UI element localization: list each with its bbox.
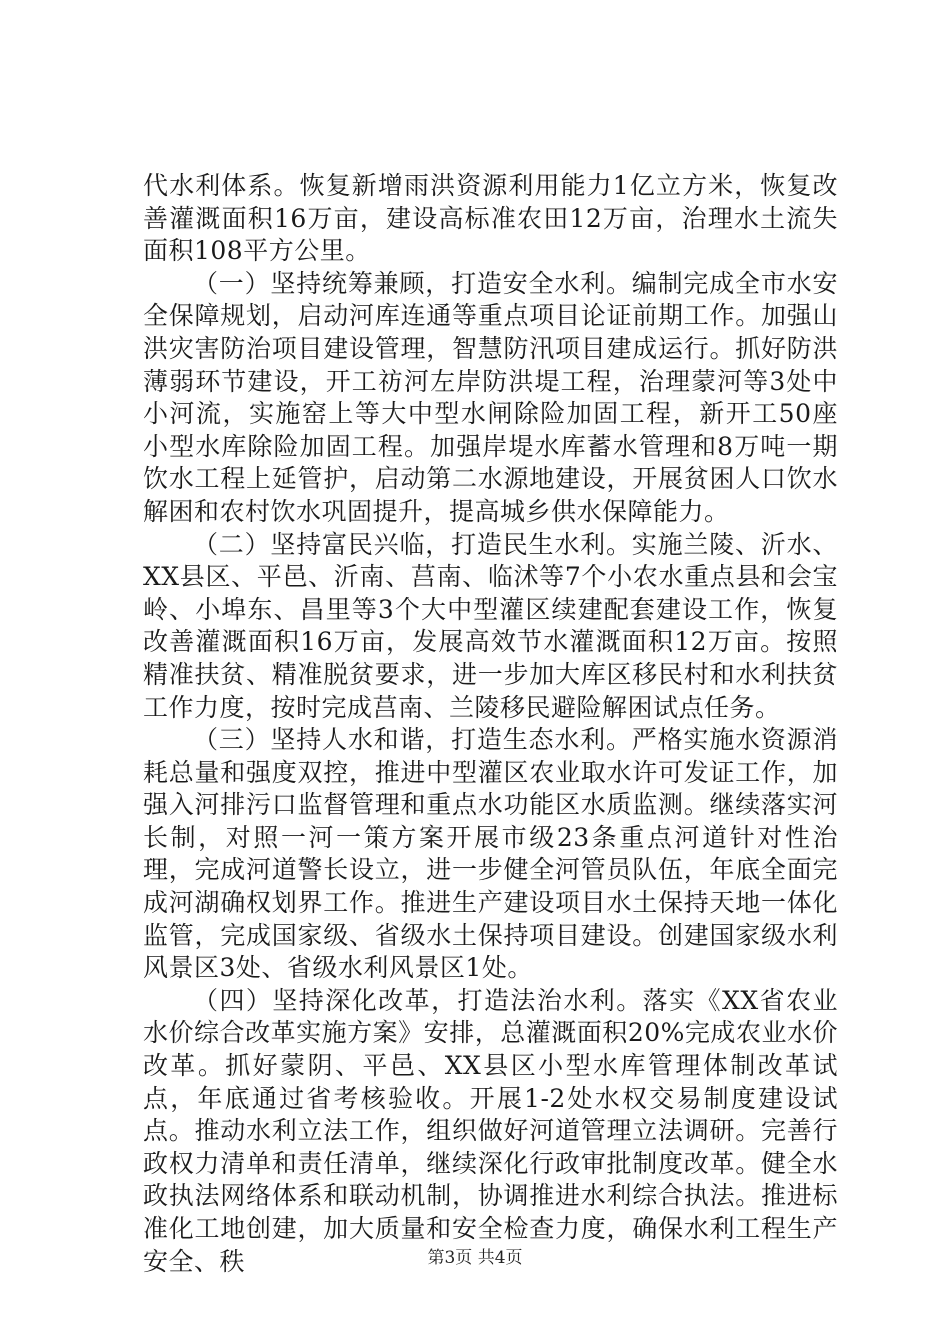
document-body bbox=[143, 170, 838, 1278]
paragraph-safety-water: （一）坚持统筹兼顾，打造安全水利。编制完成全市水安全保障规划，启动河库连通等重点项目论证前期工作。加强山洪灾害防治项目建设管理，智慧防汛项目建成运行。抓好防洪薄弱环节建设，开工祊河左岸防洪堤工程，治理蒙河等3处中小河流，实施窑上等大中型水闸除险加固工程，新开工50座小型水库除险加固工程。加强岸堤水库蓄水管理和8万吨一期饮水工程上延管护，启动第二水源地建设，开展贫困人口饮水解困和农村饮水巩固提升，提高城乡供水保障能力。 bbox=[143, 268, 838, 526]
paragraph-livelihood-water: （二）坚持富民兴临，打造民生水利。实施兰陵、沂水、XX县区、平邑、沂南、莒南、临沭等7个小农水重点县和会宝岭、小埠东、昌里等3个大中型灌区续建配套建设工作，恢复改善灌溉面积16万亩，发展高效节水灌溉面积12万亩。按照精准扶贫、精准脱贫要求，进一步加大库区移民村和水利扶贫工作力度，按时完成莒南、兰陵移民避险解困试点任务。 bbox=[143, 529, 838, 722]
paragraph-rule-of-law-water: （四）坚持深化改革，打造法治水利。落实《XX省农业水价综合改革实施方案》安排，总灌溉面积20%完成农业水价改革。抓好蒙阴、平邑、XX县区小型水库管理体制改革试点，年底通过省考核验收。开展1-2处水权交易制度建设试点。推动水利立法工作，组织做好河道管理立法调研。完善行政权力清单和责任清单，继续深化行政审批制度改革。健全水政执法网络体系和联动机制，协调推进水利综合执法。推进标准化工地创建，加大质量和安全检查力度，确保水利工程生产安全、秩 bbox=[143, 985, 838, 1276]
page-number-footer: 第3页 共4页 bbox=[427, 1248, 523, 1268]
paragraph-ecological-water: （三）坚持人水和谐，打造生态水利。严格实施水资源消耗总量和强度双控，推进中型灌区农业取水许可发证工作，加强入河排污口监督管理和重点水功能区水质监测。继续落实河长制，对照一河一策方案开展市级23条重点河道针对性治理，完成河道警长设立，进一步健全河管员队伍，年底全面完成河湖确权划界工作。推进生产建设项目水土保持天地一体化监管，完成国家级、省级水土保持项目建设。创建国家级水利风景区3处、省级水利风景区1处。 bbox=[143, 725, 838, 983]
paragraph-continuation: 代水利体系。恢复新增雨洪资源利用能力1亿立方米，恢复改善灌溉面积16万亩，建设高标准农田12万亩，治理水土流失面积108平方公里。 bbox=[143, 171, 838, 266]
